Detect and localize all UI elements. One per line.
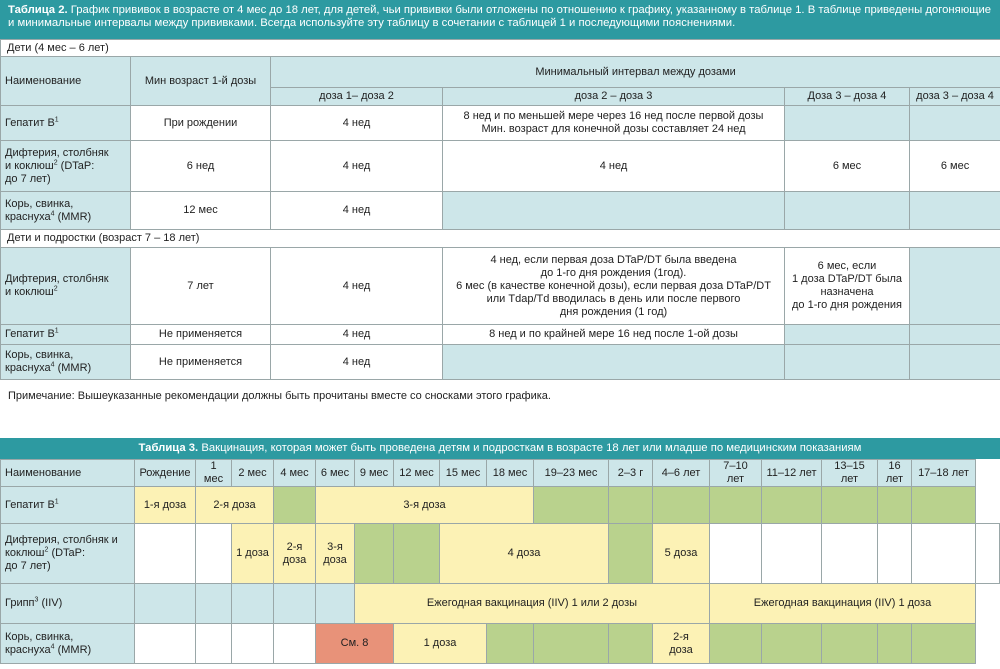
dose-cell: 1-я доза (135, 487, 196, 524)
age-header: 13–15 лет (822, 460, 878, 487)
age-header: 1 мес (196, 460, 232, 487)
table-row (1, 248, 1000, 325)
interval-4 (910, 248, 1000, 325)
interval-3 (785, 106, 910, 141)
table2-title-bold: Таблица 2. (8, 4, 68, 16)
interval-2: 8 нед и по меньшей мере через 16 нед после первой дозы Мин. возраст для конечной дозы составляет 24 нед (443, 106, 785, 141)
interval-4 (910, 325, 1000, 345)
row-name: Дифтерия, столбняк и коклюш$^2$ (1, 248, 131, 325)
age-header: 9 мес (355, 460, 394, 487)
table3-title (0, 438, 1000, 459)
age-header: 4 мес (274, 460, 316, 487)
see-note-cell: См. 8 (316, 624, 394, 664)
table-row (1, 141, 1000, 192)
interval-4 (910, 345, 1000, 380)
row-name: Дифтерия, столбняк и коклюш$^2$ (DTaP: до 7 лет) (1, 524, 135, 584)
age-header: Рождение (135, 460, 196, 487)
table-row (1, 524, 1000, 584)
annual-cell: Ежегодная вакцинация (IIV) 1 или 2 дозы (355, 584, 710, 624)
interval-1: 4 нед (271, 106, 443, 141)
interval-2: 4 нед, если первая доза DTaP/DT была введена до 1-го дня рождения (1год). 6 мес (в качестве конечной дозы), если первая доза DTaP/DT или Tdap/Td вводилась в день или после первого дня рождения (1 год) (443, 248, 785, 325)
table-row (1, 624, 1000, 664)
dose-cell: 3-я доза (316, 524, 355, 584)
interval-3 (785, 345, 910, 380)
age-header: 15 мес (440, 460, 487, 487)
annual-cell: Ежегодная вакцинация (IIV) 1 доза (710, 584, 976, 624)
interval-1: 4 нед (271, 248, 443, 325)
dose-cell: 5 доза (653, 524, 710, 584)
age-header: 2 мес (232, 460, 274, 487)
dose-cell: 1 доза (232, 524, 274, 584)
interval-4 (910, 192, 1000, 230)
table2-section-children (1, 40, 1000, 57)
interval-3 (785, 325, 910, 345)
section-label: Дети и подростки (возраст 7 – 18 лет) (1, 230, 1000, 248)
section-label: Дети (4 мес – 6 лет) (1, 40, 1000, 57)
min-age: 12 мес (131, 192, 271, 230)
table-row (1, 192, 1000, 230)
interval-1: 4 нед (271, 141, 443, 192)
interval-1: 4 нед (271, 345, 443, 380)
age-header: 2–3 г (609, 460, 653, 487)
subheader-dose1-2: доза 1– доза 2 (271, 88, 443, 106)
col-header-name: Наименование (1, 460, 135, 487)
age-header: 7–10 лет (710, 460, 762, 487)
table3-header-row (1, 460, 1000, 487)
interval-4 (910, 106, 1000, 141)
table2-section-teens (1, 230, 1000, 248)
table3-title-bold: Таблица 3. (138, 442, 199, 454)
min-age: 6 нед (131, 141, 271, 192)
col-header-minage: Мин возраст 1-й дозы (131, 57, 271, 106)
min-age: Не применяется (131, 345, 271, 380)
subheader-dose2-3: доза 2 – доза 3 (443, 88, 785, 106)
table2-note: Примечание: Вышеуказанные рекомендации должны быть прочитаны вместе со сносками этого графика. (8, 390, 551, 402)
dose-cell: 2-я доза (196, 487, 274, 524)
table-row (1, 584, 1000, 624)
catchup-cell (274, 487, 316, 524)
min-age: При рождении (131, 106, 271, 141)
row-name: Дифтерия, столбняк и коклюш$^2$ (DTaP: до 7 лет) (1, 141, 131, 192)
age-header: 4–6 лет (653, 460, 710, 487)
table2-title (0, 0, 1000, 39)
table3-title-text: Вакцинация, которая может быть проведена детям и подросткам в возрасте 18 лет или младше по медицинским показаниям (198, 442, 862, 454)
interval-1: 4 нед (271, 192, 443, 230)
min-age: Не применяется (131, 325, 271, 345)
interval-2 (443, 345, 785, 380)
age-header: 16 лет (878, 460, 912, 487)
table2-title-text: График прививок в возрасте от 4 мес до 18 лет, для детей, чьи прививки были отложены по отношению к графику, указанному в таблице 1. В таблице приведены догоняющие и минимальные интервалы между прививками. Всегда используйте эту таблицу в сочетании с таблицей 1 и последующими пояснениями. (8, 4, 992, 29)
row-name: Гепатит $В^1$ (1, 487, 135, 524)
col-header-interval: Минимальный интервал между дозами (271, 57, 1000, 88)
dose-cell: 2-я доза (274, 524, 316, 584)
table3 (0, 459, 1000, 664)
dose-cell: 1 доза (394, 624, 487, 664)
age-header: 18 мес (487, 460, 534, 487)
table2 (0, 39, 1000, 380)
interval-4: 6 мес (910, 141, 1000, 192)
age-header: 19–23 мес (534, 460, 609, 487)
subheader-dose3-4: Доза 3 – доза 4 (785, 88, 910, 106)
age-header: 17–18 лет (912, 460, 976, 487)
row-name: Гепатит $В^1$ (1, 106, 131, 141)
dose-cell: 2-я доза (653, 624, 710, 664)
subheader-dose3-4-b: доза 3 – доза 4 (910, 88, 1000, 106)
interval-3: 6 мес, если 1 доза DTaP/DT была назначена до 1-го дня рождения (785, 248, 910, 325)
interval-3: 6 мес (785, 141, 910, 192)
interval-1: 4 нед (271, 325, 443, 345)
age-header: 6 мес (316, 460, 355, 487)
table-row (1, 345, 1000, 380)
table2-header-row (1, 57, 1000, 88)
row-name: Корь, свинка, краснуха$^4$ (MMR) (1, 345, 131, 380)
row-name: Корь, свинка, краснуха$^4$ (MMR) (1, 192, 131, 230)
row-name: Грипп$^3$ (IIV) (1, 584, 135, 624)
interval-2: 4 нед (443, 141, 785, 192)
interval-2: 8 нед и по крайней мере 16 нед после 1-ой дозы (443, 325, 785, 345)
table-row (1, 325, 1000, 345)
dose-cell: 4 доза (440, 524, 609, 584)
row-name: Корь, свинка, краснуха$^4$ (MMR) (1, 624, 135, 664)
col-header-name: Наименование (1, 57, 131, 106)
table-row (1, 106, 1000, 141)
row-name: Гепатит $В^1$ (1, 325, 131, 345)
age-header: 12 мес (394, 460, 440, 487)
dose-cell: 3-я доза (316, 487, 534, 524)
min-age: 7 лет (131, 248, 271, 325)
age-header: 11–12 лет (762, 460, 822, 487)
table-row (1, 487, 1000, 524)
interval-3 (785, 192, 910, 230)
interval-2 (443, 192, 785, 230)
